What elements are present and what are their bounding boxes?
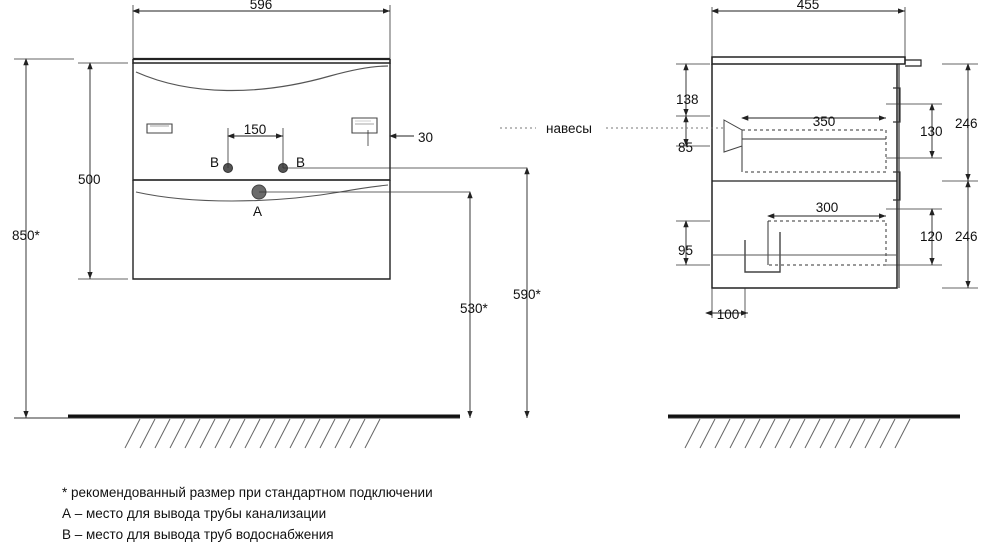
dim-section-height-bottom: 246: [955, 229, 978, 244]
note-line-1: * рекомендованный размер при стандартном подключении: [62, 485, 433, 500]
dim-bottom-offset: 95: [678, 243, 694, 258]
dim-hanger-offset: 85: [678, 140, 694, 155]
marker-b-right: B: [296, 155, 306, 170]
dim-cabinet-height: 500: [78, 172, 101, 187]
dim-floor-height: 850*: [12, 228, 40, 243]
dim-front-offset: 100: [716, 307, 740, 322]
dim-bottom-drawer-depth: 300: [815, 200, 839, 215]
dim-drawer-height-bottom: 120: [920, 229, 943, 244]
dim-section-height-top: 246: [955, 116, 978, 131]
legend-notes: [62, 482, 433, 545]
dim-front-width: 596: [249, 0, 273, 12]
label-hangers: навесы: [546, 121, 592, 136]
note-line-3: В – место для вывода труб водоснабжения: [62, 527, 334, 542]
dim-supply-height: 590*: [513, 287, 541, 302]
dim-b-spacing: 150: [243, 122, 267, 137]
marker-b-left: B: [210, 155, 220, 170]
marker-a: A: [253, 204, 263, 219]
dim-drain-height: 530*: [460, 301, 488, 316]
note-line-2: А – место для вывода трубы канализации: [62, 506, 327, 521]
dim-edge-offset: 30: [418, 130, 434, 145]
dim-top-drawer-depth: 350: [812, 114, 836, 129]
dim-top-offset: 138: [676, 92, 699, 107]
dim-side-depth: 455: [796, 0, 820, 12]
dim-drawer-height-top: 130: [920, 124, 943, 139]
